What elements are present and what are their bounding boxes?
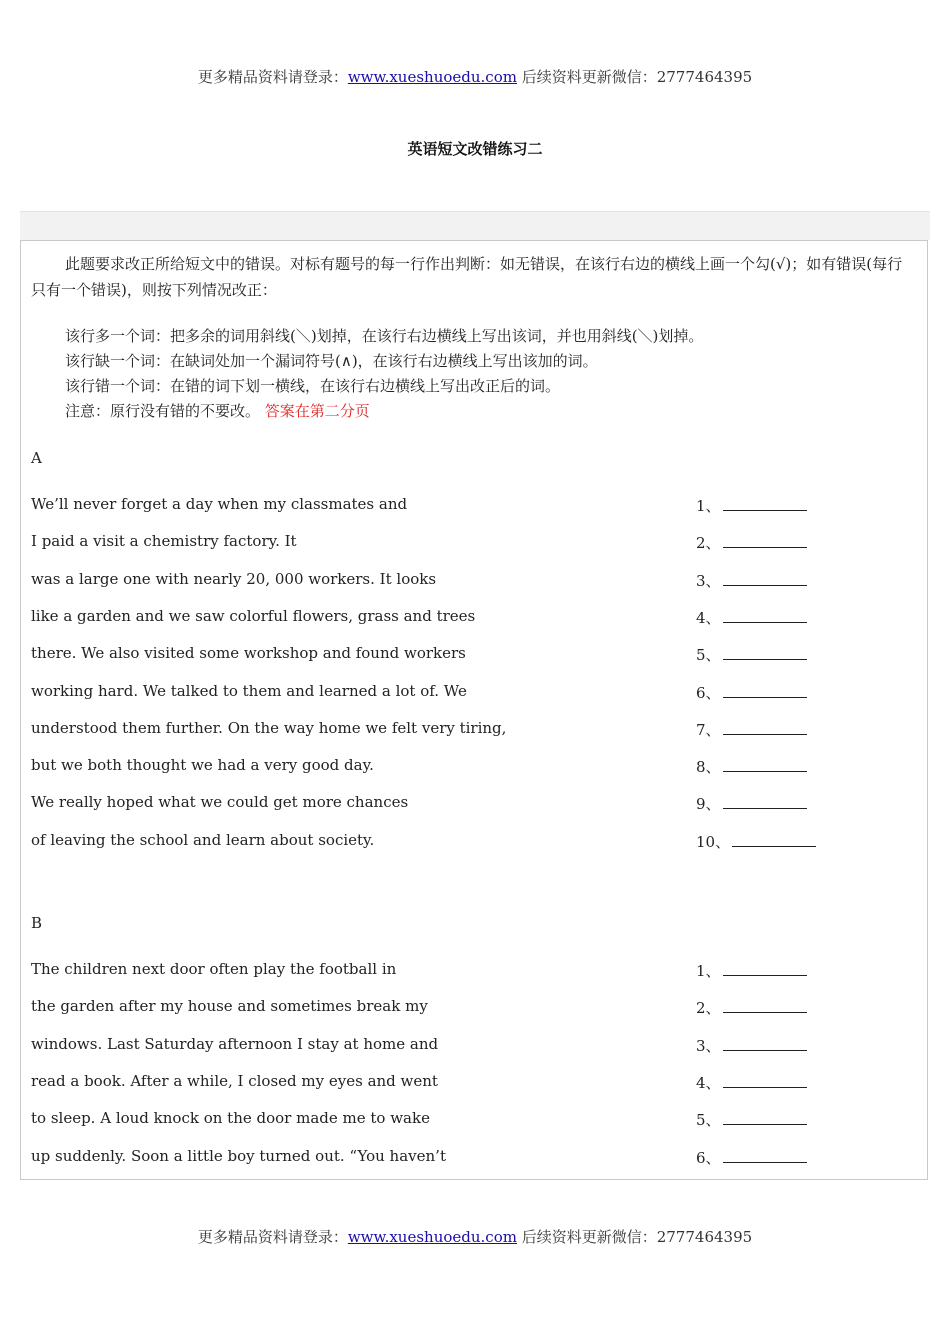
line-number — [696, 644, 807, 665]
rule-wrong-word: 该行错一个词：在错的词下划一横线，在该行右边横线上写出改正后的词。 — [65, 377, 561, 395]
line-number — [696, 997, 807, 1018]
answer-note: 答案在第二分页 — [264, 402, 370, 420]
line-number-label: 4、 — [696, 1073, 721, 1092]
exercise-line — [21, 644, 927, 668]
answer-blank[interactable] — [732, 832, 816, 847]
line-number-label: 7、 — [696, 720, 721, 739]
answer-blank[interactable] — [723, 533, 807, 548]
line-number-label: 6、 — [696, 1148, 721, 1167]
section-b-label: B — [31, 914, 43, 932]
line-number-label: 3、 — [696, 571, 721, 590]
line-number-label: 10、 — [696, 832, 731, 851]
exercise-line — [21, 1072, 927, 1096]
rule-extra-word: 该行多一个词：把多余的词用斜线(＼)划掉，在该行右边横线上写出该词，并也用斜线(＼)划掉。 — [65, 327, 704, 345]
line-number-label: 4、 — [696, 608, 721, 627]
line-text: was a large one with nearly 20, 000 workers. It looks — [31, 569, 437, 588]
line-number — [696, 1147, 807, 1168]
exercise-line — [21, 495, 927, 519]
instructions-intro: 此题要求改正所给短文中的错误。对标有题号的每一行作出判断：如无错误，在该行右边的横线上画一个勾(√)；如有错误(每行只有一个错误)，则按下列情况改正： — [31, 255, 903, 299]
line-number-label: 3、 — [696, 1036, 721, 1055]
gray-bar — [20, 211, 930, 240]
line-text: but we both thought we had a very good day. — [31, 756, 374, 775]
exercise-line — [21, 682, 927, 706]
line-number — [696, 1109, 807, 1130]
line-number-label: 8、 — [696, 758, 721, 777]
exercise-box — [20, 240, 928, 1180]
exercise-line — [21, 719, 927, 743]
line-number-label: 1、 — [696, 962, 721, 980]
line-number — [696, 756, 807, 777]
answer-blank[interactable] — [723, 1073, 807, 1088]
line-text: understood them further. On the way home we felt very tiring, — [31, 718, 507, 737]
line-number — [696, 682, 807, 703]
answer-blank[interactable] — [723, 1036, 807, 1051]
exercise-line — [21, 1035, 927, 1059]
line-number — [696, 793, 807, 814]
footer-prefix: 更多精品资料请登录： — [197, 1228, 348, 1246]
line-number — [696, 960, 807, 981]
line-text: to sleep. A loud knock on the door made me to wake — [31, 1109, 430, 1128]
answer-blank[interactable] — [723, 757, 807, 772]
header-link[interactable]: www.xueshuoedu.com — [347, 68, 517, 86]
line-number-label: 2、 — [696, 534, 721, 553]
line-number — [696, 1035, 807, 1056]
line-number-label: 9、 — [696, 795, 721, 814]
answer-blank[interactable] — [723, 794, 807, 809]
line-number-label: 6、 — [696, 683, 721, 702]
answer-blank[interactable] — [723, 608, 807, 623]
line-number-label: 1、 — [696, 497, 721, 515]
exercise-line — [21, 1109, 927, 1133]
exercise-line — [21, 607, 927, 631]
exercise-line — [21, 1147, 927, 1171]
header-suffix: 后续资料更新微信：2777464395 — [516, 68, 753, 86]
answer-blank[interactable] — [723, 998, 807, 1013]
line-text: The children next door often play the football in — [31, 960, 397, 978]
page-footer — [0, 1226, 950, 1247]
line-number-label: 5、 — [696, 646, 721, 665]
answer-blank[interactable] — [723, 496, 807, 511]
line-number — [696, 570, 807, 591]
line-text: windows. Last Saturday afternoon I stay at home and — [31, 1034, 439, 1053]
line-text: the garden after my house and sometimes break my — [31, 997, 428, 1016]
answer-blank[interactable] — [723, 720, 807, 735]
answer-blank[interactable] — [723, 961, 807, 976]
line-number — [696, 495, 807, 516]
line-number — [696, 532, 807, 553]
page-header — [0, 66, 950, 87]
answer-blank[interactable] — [723, 571, 807, 586]
exercise-line — [21, 793, 927, 817]
exercise-line — [21, 570, 927, 594]
line-number — [696, 831, 816, 852]
line-text: We’ll never forget a day when my classmates and — [31, 495, 408, 513]
line-text: I paid a visit a chemistry factory. It — [31, 532, 297, 551]
line-text: working hard. We talked to them and learned a lot of. We — [31, 681, 467, 700]
line-text: of leaving the school and learn about society. — [31, 830, 375, 849]
line-text: We really hoped what we could get more chances — [31, 793, 409, 812]
line-number-label: 2、 — [696, 999, 721, 1018]
page-title: 英语短文改错练习二 — [407, 140, 543, 158]
exercise-line — [21, 960, 927, 984]
footer-suffix: 后续资料更新微信：2777464395 — [516, 1228, 753, 1246]
line-text: there. We also visited some workshop and found workers — [31, 644, 466, 663]
line-number — [696, 1072, 807, 1093]
section-a-label: A — [31, 449, 42, 467]
exercise-line — [21, 831, 927, 855]
exercise-line — [21, 756, 927, 780]
line-text: up suddenly. Soon a little boy turned out. “You haven’t — [31, 1146, 446, 1165]
footer-link[interactable]: www.xueshuoedu.com — [347, 1228, 517, 1246]
line-number-label: 5、 — [696, 1111, 721, 1130]
answer-blank[interactable] — [723, 645, 807, 660]
header-prefix: 更多精品资料请登录： — [197, 68, 348, 86]
rule-note — [65, 400, 370, 421]
exercise-line — [21, 997, 927, 1021]
line-number — [696, 607, 807, 628]
rule-missing-word: 该行缺一个词：在缺词处加一个漏词符号(∧)，在该行右边横线上写出该加的词。 — [65, 352, 598, 370]
line-number — [696, 719, 807, 740]
exercise-line — [21, 532, 927, 556]
note-text: 注意：原行没有错的不要改。 — [65, 402, 261, 420]
answer-blank[interactable] — [723, 1148, 807, 1163]
line-text: like a garden and we saw colorful flowers, grass and trees — [31, 606, 476, 625]
answer-blank[interactable] — [723, 683, 807, 698]
line-text: read a book. After a while, I closed my eyes and went — [31, 1071, 438, 1090]
answer-blank[interactable] — [723, 1110, 807, 1125]
